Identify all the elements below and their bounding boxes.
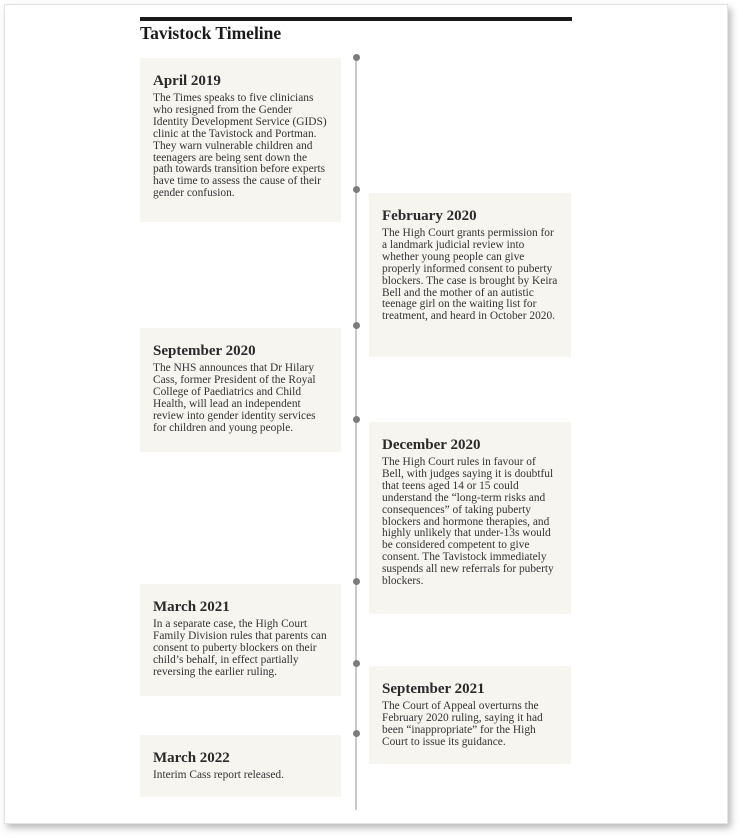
timeline-marker	[353, 186, 360, 193]
event-card	[369, 422, 571, 614]
event-date: March 2022	[153, 750, 230, 766]
timeline-marker	[353, 416, 360, 423]
event-card	[369, 666, 571, 764]
timeline-marker	[353, 578, 360, 585]
event-date: September 2021	[382, 681, 485, 697]
event-description: The Times speaks to five clinicians who resigned from the Gender Identity Development Service (GIDS) clinic at the Tavistock and Portman. They warn vulnerable children and teenagers are being sent down the path towards transition before experts have time to assess the cause of their gender confusion.	[153, 92, 327, 200]
event-description: Interim Cass report released.	[153, 769, 284, 781]
event-card	[140, 584, 341, 696]
event-date: December 2020	[382, 437, 481, 453]
event-description: The Court of Appeal overturns the February 2020 ruling, saying it had been “inappropriate” for the High Court to issue its guidance.	[382, 700, 543, 748]
event-description: The NHS announces that Dr Hilary Cass, former President of the Royal College of Paediatrics and Child Health, will lead an independent review into gender identity services for children and young people.	[153, 362, 316, 434]
timeline-spine	[355, 57, 357, 810]
event-card	[140, 58, 341, 222]
timeline-marker	[353, 660, 360, 667]
timeline-marker	[353, 54, 360, 61]
event-card	[369, 193, 571, 357]
event-card	[140, 735, 341, 797]
event-description: In a separate case, the High Court Family Division rules that parents can consent to puberty blockers on their child’s behalf, in effect partially reversing the earlier ruling.	[153, 618, 327, 678]
event-description: The High Court grants permission for a landmark judicial review into whether young people can give properly informed consent to puberty blockers. The case is brought by Keira Bell and the mother of an autistic teenage girl on the waiting list for treatment, and heard in October 2020.	[382, 227, 558, 323]
timeline-marker	[353, 730, 360, 737]
title-rule	[140, 17, 572, 21]
event-card	[140, 328, 341, 452]
event-description: The High Court rules in favour of Bell, with judges saying it is doubtful that teens aged 14 or 15 could understand the “long-term risks and consequences” of taking puberty blockers and hormone therapies, and highly unlikely that under-13s would be considered competent to give consent. The Tavistock immediately suspends all new referrals for puberty blockers.	[382, 456, 554, 588]
timeline-marker	[353, 322, 360, 329]
event-date: September 2020	[153, 343, 256, 359]
page-title: Tavistock Timeline	[140, 23, 282, 43]
event-date: March 2021	[153, 599, 230, 615]
event-date: February 2020	[382, 208, 477, 224]
event-date: April 2019	[153, 73, 221, 89]
timeline-sheet	[4, 4, 728, 824]
